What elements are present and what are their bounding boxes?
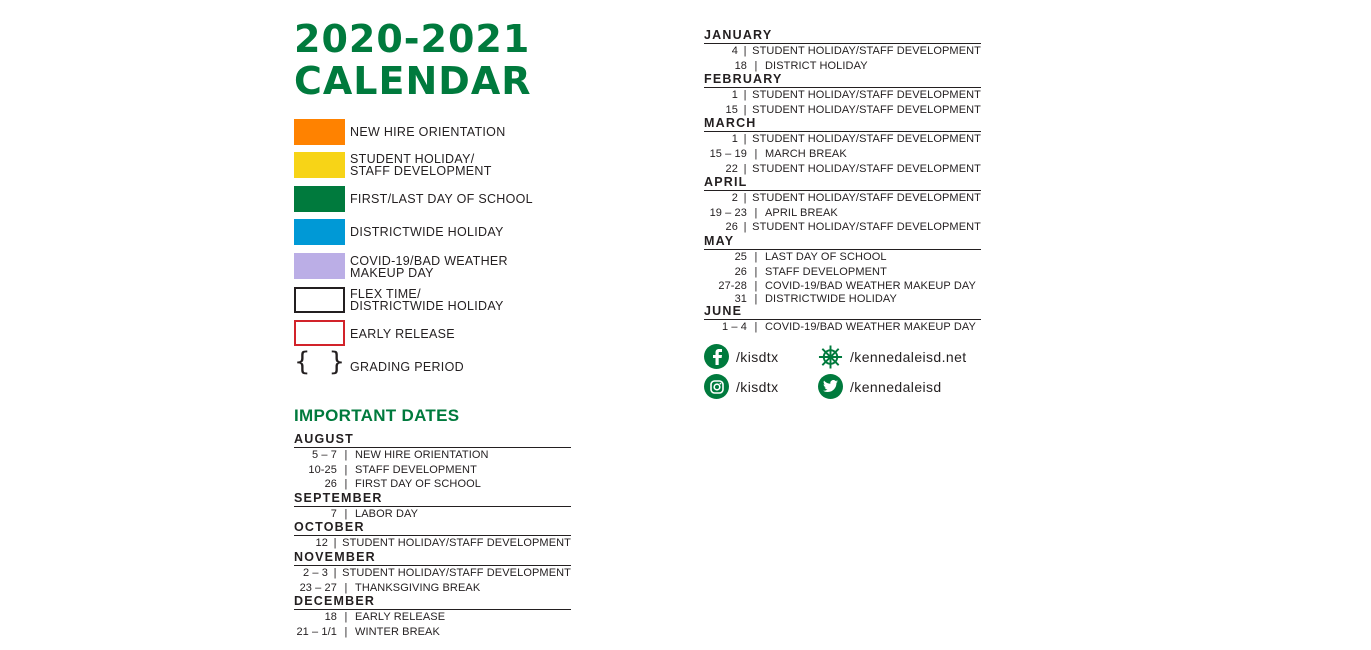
legend-label: FIRST/LAST DAY OF SCHOOL [350,192,533,206]
social-website[interactable] [818,344,967,369]
month-november [294,551,571,595]
legend-swatch-yellow [294,152,345,178]
title-year: 2020-2021 [294,17,531,61]
legend-swatch-green [294,186,345,212]
list-item: 26 | STAFF DEVELOPMENT [734,265,887,278]
facebook-handle: /kisdtx [736,348,779,365]
legend-swatch-outline-black [294,287,345,313]
twitter-icon [818,374,843,399]
month-name: FEBRUARY [704,73,981,88]
legend-label: FLEX TIME/ DISTRICTWIDE HOLIDAY [350,287,504,313]
twitter-handle: /kennedaleisd [850,378,942,395]
title-calendar: CALENDAR [294,59,532,103]
legend-label: NEW HIRE ORIENTATION [350,125,506,139]
month-january [704,29,981,73]
legend-swatch-outline-red [294,320,345,346]
month-name: DECEMBER [294,595,571,610]
list-item: 12 | STUDENT HOLIDAY/STAFF DEVELOPMENT [315,537,571,550]
list-item: 7 | LABOR DAY [330,507,419,520]
legend-label: STUDENT HOLIDAY/ STAFF DEVELOPMENT [350,152,492,178]
month-february [704,73,981,117]
legend-item-early-release [294,320,614,350]
list-item: 15 | STUDENT HOLIDAY/STAFF DEVELOPMENT [725,103,981,116]
month-december [294,595,571,639]
instagram-icon [704,374,729,399]
month-name: SEPTEMBER [294,492,571,507]
month-april [704,176,981,235]
list-item: 25 | LAST DAY OF SCHOOL [734,250,887,263]
list-item: 1 – 4 | COVID-19/BAD WEATHER MAKEUP DAY [722,320,976,333]
list-item: 19 – 23 | APRIL BREAK [709,206,838,219]
month-name: MARCH [704,117,981,132]
month-name: JUNE [704,305,981,320]
legend-item-first-last-day [294,186,614,216]
legend-item-student-holiday [294,152,614,182]
month-may [704,235,981,305]
month-name: MAY [704,235,981,250]
legend-swatch-blue [294,219,345,245]
list-item: 4 | STUDENT HOLIDAY/STAFF DEVELOPMENT [731,45,981,57]
month-name: OCTOBER [294,521,571,536]
important-dates-heading: IMPORTANT DATES [294,406,460,425]
page-title [294,18,531,102]
website-link: /kennedaleisd.net [850,348,967,365]
social-facebook[interactable] [704,344,778,369]
legend-item-new-hire [294,119,614,149]
legend-label: COVID-19/BAD WEATHER MAKEUP DAY [350,254,508,280]
list-item: 26 | STUDENT HOLIDAY/STAFF DEVELOPMENT [725,221,981,234]
list-item: 5 – 7 | NEW HIRE ORIENTATION [312,449,489,461]
facebook-icon [704,344,729,369]
legend-item-flex-time [294,287,614,317]
social-instagram[interactable] [704,374,778,399]
list-item: 2 – 3 | STUDENT HOLIDAY/STAFF DEVELOPMENT [302,566,571,579]
legend-item-grading-period [294,347,614,383]
list-item: 18 | DISTRICT HOLIDAY [734,59,868,72]
legend-swatch-lavender [294,253,345,279]
website-logo-icon [818,344,843,369]
instagram-handle: /kisdtx [736,378,779,395]
list-item: 23 – 27 | THANKSGIVING BREAK [299,581,481,594]
brace-icon: { } [294,347,345,377]
month-name: APRIL [704,176,981,191]
legend-label: EARLY RELEASE [350,327,455,341]
legend-label: GRADING PERIOD [350,360,464,374]
list-item: 2 | STUDENT HOLIDAY/STAFF DEVELOPMENT [731,192,981,205]
list-item: 10-25 | STAFF DEVELOPMENT [308,463,477,476]
month-august [294,433,571,492]
list-item: 18 | EARLY RELEASE [324,611,446,624]
list-item: 15 – 19 | MARCH BREAK [709,147,847,160]
list-item: 27-28 | COVID-19/BAD WEATHER MAKEUP DAY [718,280,976,293]
list-item: 1 | STUDENT HOLIDAY/STAFF DEVELOPMENT [731,133,981,146]
month-name: JANUARY [704,29,981,44]
month-september [294,492,571,522]
legend-swatch-orange [294,119,345,145]
legend-label: DISTRICTWIDE HOLIDAY [350,225,504,239]
legend-item-districtwide-holiday [294,219,614,249]
important-dates-left [294,433,571,639]
month-october [294,521,571,551]
list-item: 31 | DISTRICTWIDE HOLIDAY [734,292,897,305]
list-item: 1 | STUDENT HOLIDAY/STAFF DEVELOPMENT [731,89,981,102]
list-item: 21 – 1/1 | WINTER BREAK [296,625,440,638]
legend-item-covid-makeup [294,253,614,283]
month-name: AUGUST [294,433,571,448]
month-name: NOVEMBER [294,551,571,566]
list-item: 22 | STUDENT HOLIDAY/STAFF DEVELOPMENT [725,162,981,175]
month-june [704,305,981,335]
list-item: 26 | FIRST DAY OF SCHOOL [324,478,481,491]
social-twitter[interactable] [818,374,942,399]
important-dates-right [704,29,981,334]
month-march [704,117,981,176]
